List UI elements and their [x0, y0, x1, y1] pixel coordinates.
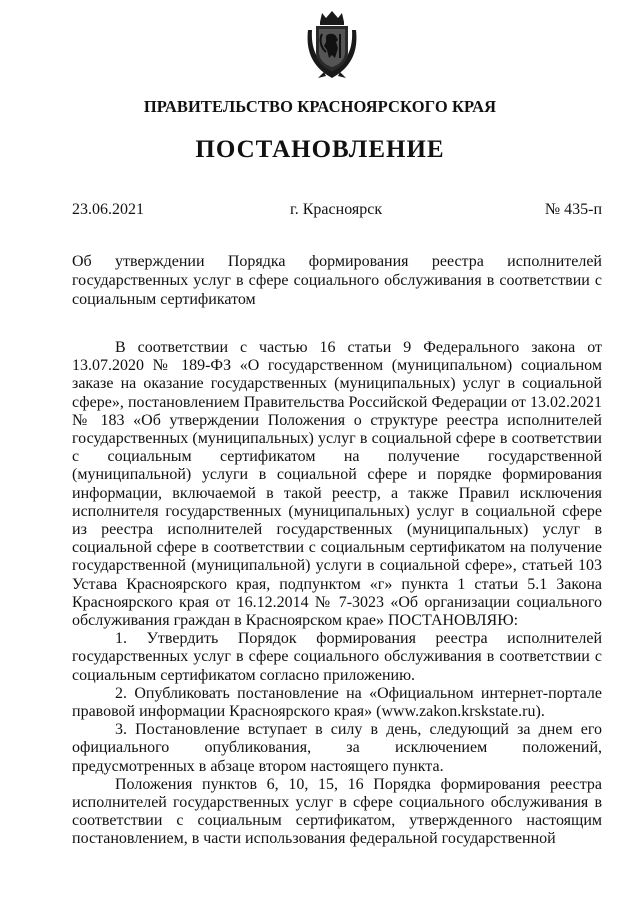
document-subject: Об утверждении Порядка формирования реестра исполнителей государственных услуг в сфере социального обслуживания в соответствии с социальным сертификатом: [72, 253, 602, 308]
document-type-title: ПОСТАНОВЛЕНИЕ: [195, 136, 445, 163]
preamble-paragraph: В соответствии с частью 16 статьи 9 Федерального закона от 13.07.2020 № 189-ФЗ «О государственном (муниципальном) социальном заказе на оказание государственных (муниципальных) услуг в социальной сфере», постановлением Правительства Российской Федерации от 13.02.2021 № 183 «Об утверждении Положения о структуре реестра исполнителей государственных (муниципальных) услуг в социальной сфере в соответствии с социальным сертификатом на получение государственной (муниципальной) услуги в социальной сфере и порядке формирования информации, включаемой в такой реестр, а также Правил исключения исполнителя государственных (муниципальных) услуг в социальной сфере из реестра исполнителей государственных (муниципальных) услуг в социальной сфере в соответствии с социальным сертификатом на получение государственной (муниципальной) услуги в социальной сфере», статьей 103 Устава Красноярского края, подпунктом «г» пункта 1 статьи 5.1 Закона Красноярского края от 16.12.2014 № 7-3023 «Об организации социального обслуживания граждан в Красноярском крае» ПОСТАНОВЛЯЮ:: [72, 339, 602, 630]
document-city: г. Красноярск: [290, 201, 383, 218]
item-3-paragraph: 3. Постановление вступает в силу в день, следующий за днем его официального опубликования, за исключением положений, предусмотренных в абзаце втором настоящего пункта.: [72, 721, 602, 775]
item-3-second-paragraph: Положения пунктов 6, 10, 15, 16 Порядка формирования реестра исполнителей государственных услуг в сфере социального обслуживания в соответствии с социальным сертификатом, утвержденного настоящим постановлением, в части использования федеральной государственной: [72, 775, 602, 848]
item-2-paragraph: 2. Опубликовать постановление на «Официальном интернет-портале правовой информации Красноярского края» (www.zakon.krskstate.ru).: [72, 684, 602, 721]
document-meta-row: [72, 201, 602, 221]
government-name: ПРАВИТЕЛЬСТВО КРАСНОЯРСКОГО КРАЯ: [143, 97, 497, 116]
krasnoyarsk-coat-of-arms-icon: [302, 8, 362, 80]
document-number: № 435-п: [544, 201, 602, 218]
item-1-paragraph: 1. Утвердить Порядок формирования реестра исполнителей государственных услуг в сфере социального обслуживания в соответствии с социальным сертификатом согласно приложению.: [72, 630, 602, 684]
document-body: [72, 339, 602, 849]
document-date: 23.06.2021: [72, 201, 144, 218]
